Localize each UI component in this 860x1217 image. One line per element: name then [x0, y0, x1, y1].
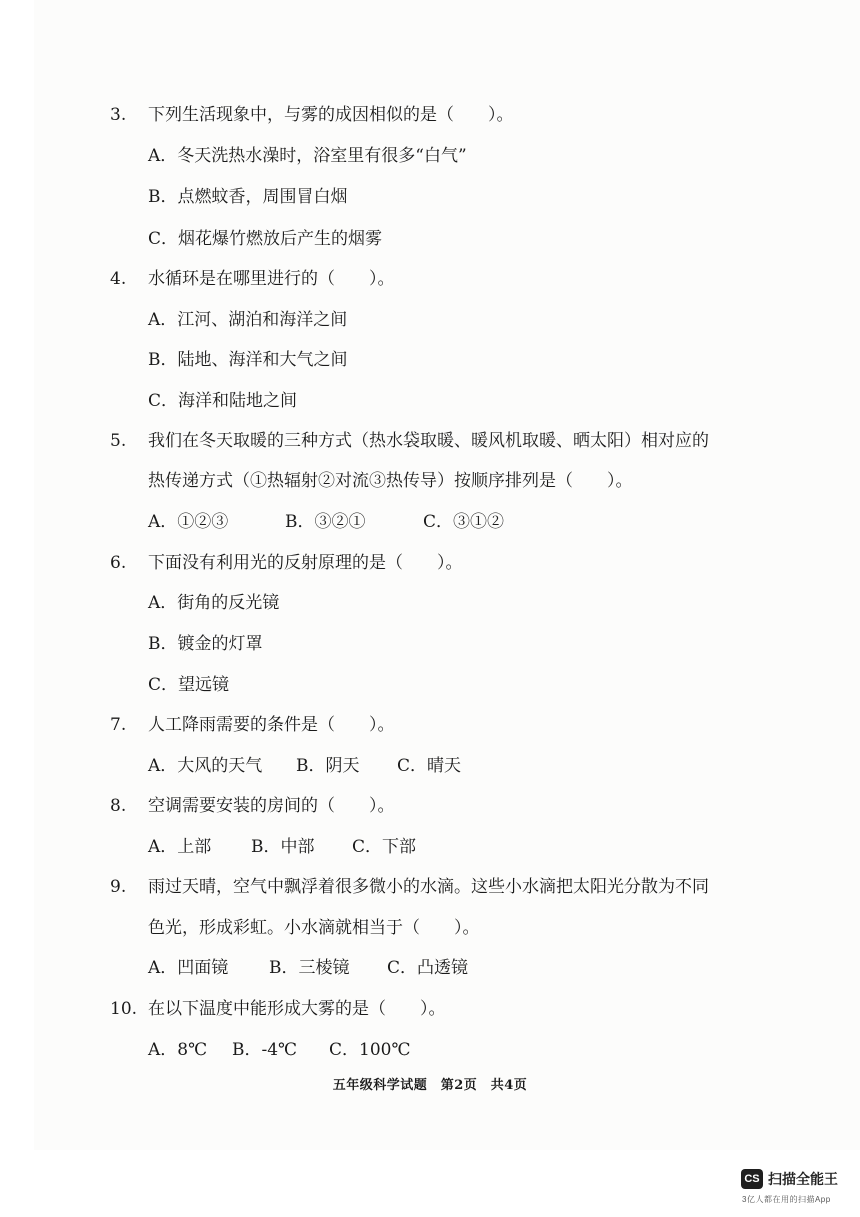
- question-number: 9.: [110, 877, 127, 897]
- question-text: 下列生活现象中，与雾的成因相似的是（ ）。: [148, 105, 514, 125]
- page-footer: 五年级科学试题 第2页 共4页: [332, 1078, 528, 1093]
- question-text-line: 雨过天晴，空气中飘浮着很多微小的水滴。这些小水滴把太阳光分散为不同: [148, 877, 709, 897]
- option: A．凹面镜: [148, 958, 229, 978]
- question-7: [110, 714, 395, 736]
- question-4: [110, 268, 395, 290]
- option: C．望远镜: [148, 675, 230, 695]
- scanner-app-name: 扫描全能王: [768, 1171, 838, 1187]
- question-text: 空调需要安装的房间的（ ）。: [148, 796, 395, 816]
- option: C．③①②: [423, 512, 505, 532]
- question-text-line: 热传递方式（①热辐射②对流③热传导）按顺序排列是（ ）。: [148, 471, 633, 491]
- inline-options: [148, 836, 416, 858]
- option: B．点燃蚊香，周围冒白烟: [148, 187, 348, 207]
- option: A．街角的反光镜: [148, 593, 280, 613]
- question-number: 6.: [110, 553, 127, 573]
- cs-logo-icon: CS: [741, 1169, 763, 1189]
- scanner-tagline: 3亿人都在用的扫描App: [742, 1195, 831, 1204]
- question-10: [110, 998, 446, 1020]
- option: B．-4℃: [232, 1040, 298, 1060]
- option: B．陆地、海洋和大气之间: [148, 350, 348, 370]
- question-text: 在以下温度中能形成大雾的是（ ）。: [148, 999, 446, 1019]
- inline-options: [148, 1039, 410, 1061]
- question-number: 8.: [110, 796, 127, 816]
- option: A．江河、湖泊和海洋之间: [148, 310, 348, 330]
- option: C．烟花爆竹燃放后产生的烟雾: [148, 229, 383, 249]
- option: A．①②③: [148, 512, 229, 532]
- option: C．凸透镜: [387, 958, 469, 978]
- option: B．三棱镜: [269, 958, 350, 978]
- question-8: [110, 795, 395, 817]
- option: C．晴天: [397, 756, 462, 776]
- question-5: [110, 430, 709, 452]
- option: A．大风的天气: [148, 756, 263, 776]
- question-9: [110, 876, 709, 898]
- question-number: 3.: [110, 105, 127, 125]
- option: C．下部: [352, 837, 417, 857]
- question-text: 人工降雨需要的条件是（ ）。: [148, 715, 395, 735]
- option: C．海洋和陆地之间: [148, 391, 298, 411]
- option: C．100℃: [329, 1040, 411, 1060]
- question-number: 5.: [110, 431, 127, 451]
- inline-options: [148, 755, 461, 777]
- option: A．8℃: [148, 1040, 208, 1060]
- question-number: 10.: [110, 999, 138, 1019]
- question-text-line: 我们在冬天取暖的三种方式（热水袋取暖、暖风机取暖、晒太阳）相对应的: [148, 431, 709, 451]
- question-text: 下面没有利用光的反射原理的是（ ）。: [148, 553, 463, 573]
- question-6: [110, 552, 463, 574]
- option: A．上部: [148, 837, 212, 857]
- option: B．镀金的灯罩: [148, 634, 263, 654]
- question-text: 水循环是在哪里进行的（ ）。: [148, 269, 395, 289]
- option: B．③②①: [285, 512, 366, 532]
- option: B．阴天: [296, 756, 360, 776]
- inline-options: [148, 957, 468, 979]
- option: A．冬天洗热水澡时，浴室里有很多“白气”: [148, 146, 467, 166]
- inline-options: [148, 511, 504, 533]
- question-number: 7.: [110, 715, 127, 735]
- question-number: 4.: [110, 269, 127, 289]
- question-3: [110, 104, 514, 126]
- option: B．中部: [251, 837, 315, 857]
- scanner-logo: [741, 1167, 838, 1191]
- question-text-line: 色光，形成彩虹。小水滴就相当于（ ）。: [148, 918, 480, 938]
